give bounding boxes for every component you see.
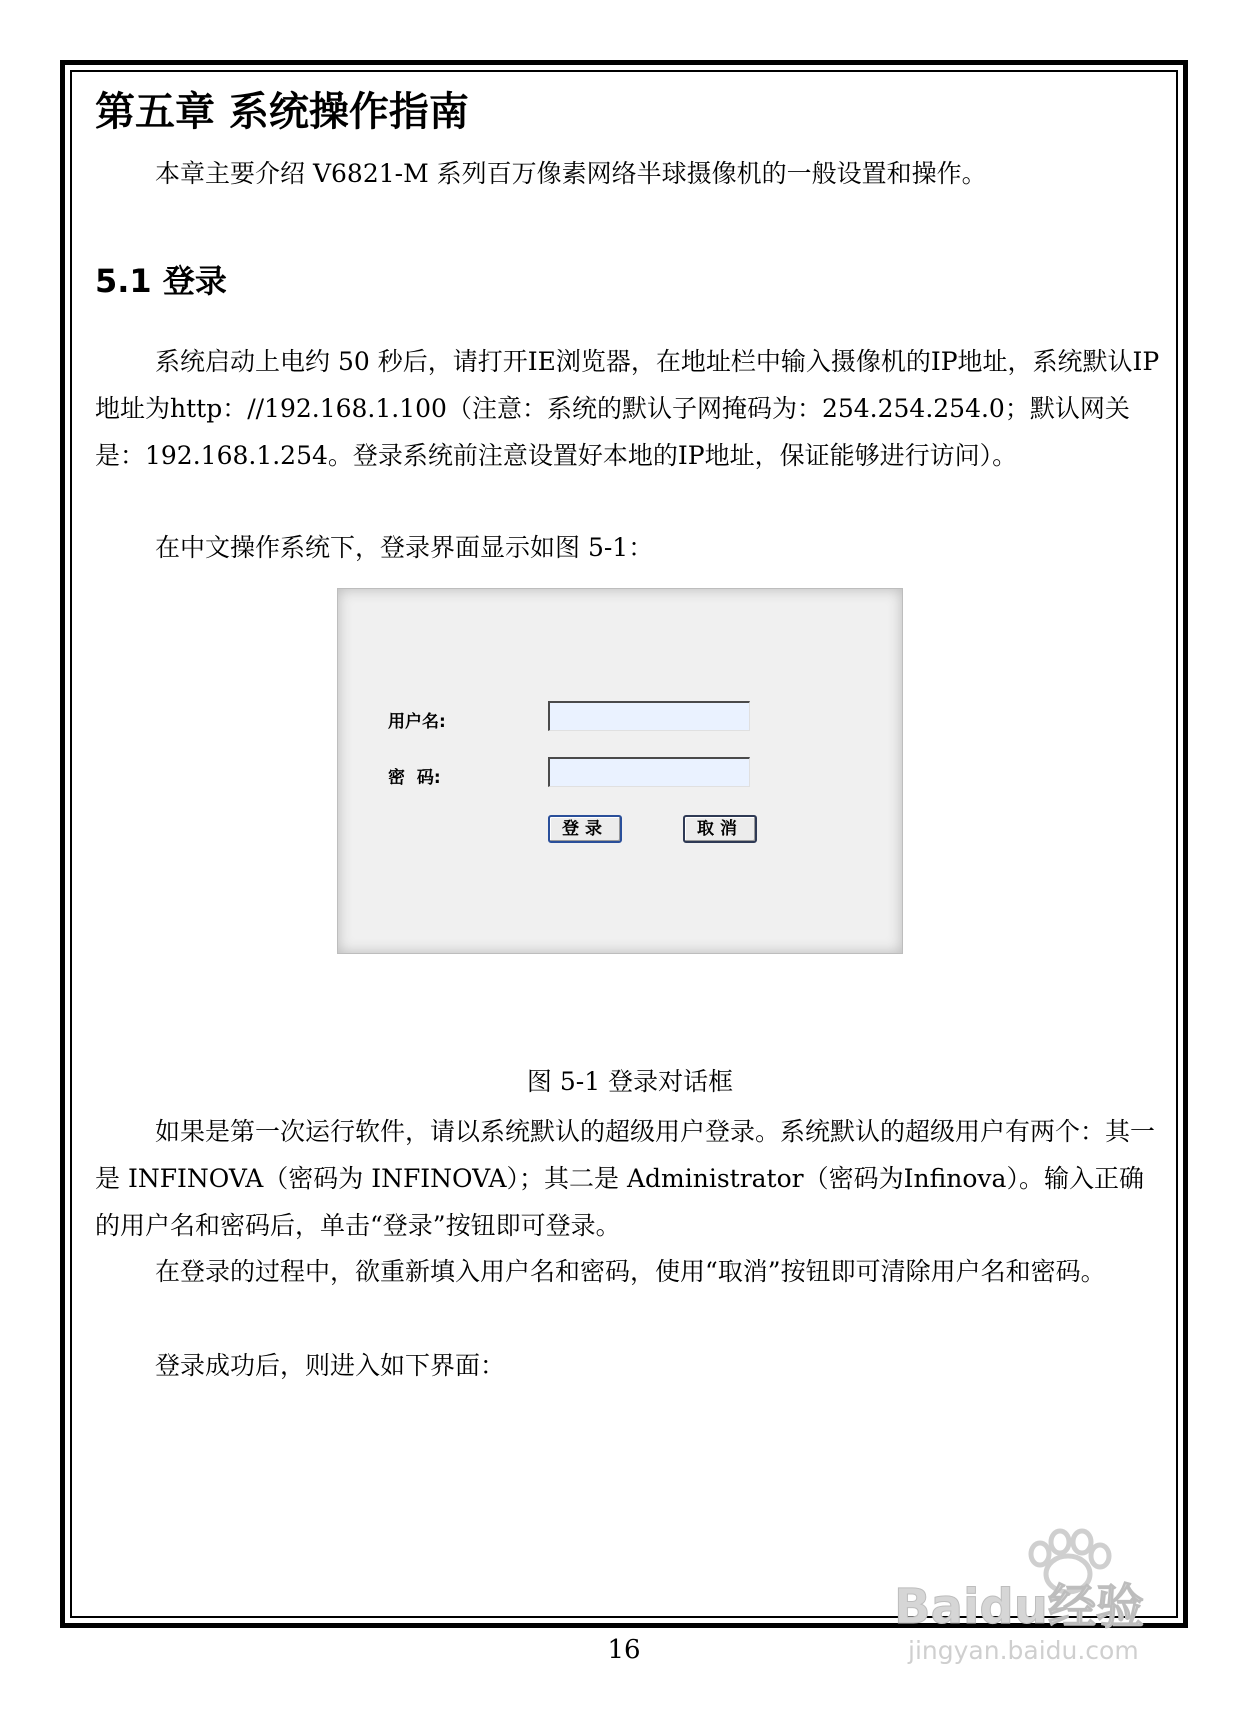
paragraph-ip-address: 系统启动上电约 50 秒后，请打开IE浏览器，在地址栏中输入摄像机的IP地址，系统默认IP地址为http：//192.168.1.100（注意：系统的默认子网掩码为：254.254.254.0；默认网关是：192.168.1.254。登录系统前注意设置好本地的IP地址，保证能够进行访问）。 bbox=[95, 347, 1160, 470]
intro-paragraph: 本章主要介绍 V6821-M 系列百万像素网络半球摄像机的一般设置和操作。 bbox=[155, 159, 987, 188]
password-label: 密 码: bbox=[388, 768, 441, 788]
password-input[interactable] bbox=[548, 757, 750, 787]
username-label: 用户名: bbox=[388, 712, 446, 732]
watermark-main: Baidu经验 bbox=[894, 1579, 1144, 1635]
baidu-watermark bbox=[888, 1528, 1188, 1712]
paragraph-default-users: 如果是第一次运行软件，请以系统默认的超级用户登录。系统默认的超级用户有两个：其一是 INFINOVA（密码为 INFINOVA）；其二是 Administrator（密码为Infinova）。输入正确的用户名和密码后，单击“登录”按钮即可登录。 bbox=[95, 1117, 1156, 1240]
chapter-title: 第五章 系统操作指南 bbox=[95, 89, 469, 135]
paragraph-after-login: 登录成功后，则进入如下界面： bbox=[155, 1351, 506, 1380]
login-button[interactable]: 登录 bbox=[548, 815, 622, 843]
section-title: 5.1 登录 bbox=[95, 262, 227, 300]
paragraph-login-figure-intro: 在中文操作系统下，登录界面显示如图 5-1： bbox=[155, 533, 654, 562]
cancel-button[interactable]: 取消 bbox=[683, 815, 757, 843]
watermark-url: jingyan.baidu.com bbox=[908, 1636, 1139, 1665]
figure-caption: 图 5-1 登录对话框 bbox=[526, 1067, 734, 1096]
paragraph-cancel-usage: 在登录的过程中，欲重新填入用户名和密码，使用“取消”按钮即可清除用户名和密码。 bbox=[155, 1257, 1106, 1286]
username-input[interactable] bbox=[548, 701, 750, 731]
page-number: 16 bbox=[607, 1635, 641, 1665]
login-dialog bbox=[337, 588, 903, 954]
